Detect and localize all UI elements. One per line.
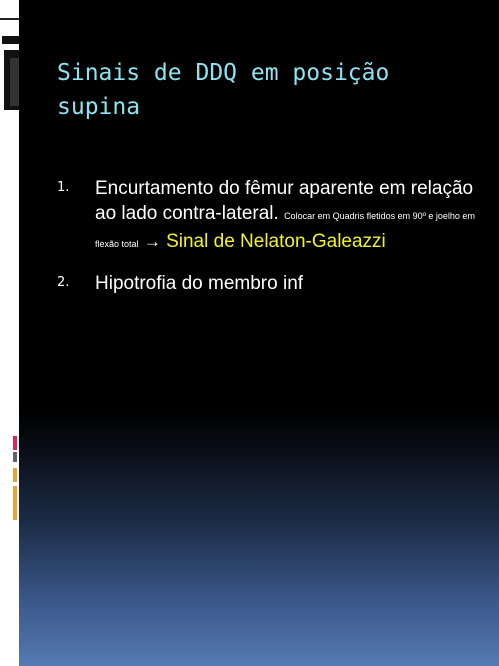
accent-bar-gray [13, 452, 17, 462]
item-number: 2. [57, 275, 70, 290]
left-margin [0, 0, 19, 666]
item-number: 1. [57, 180, 70, 195]
item-main-text: Hipotrofia do membro inf [95, 273, 304, 294]
list-item [57, 271, 477, 296]
slide [19, 0, 499, 666]
accent-bar-orange-2 [13, 486, 17, 520]
list-item [57, 176, 477, 257]
bullet-list [57, 176, 477, 310]
item-small-text: Colocar em Quadris fletidos em 90º e joelho em flexão total [95, 211, 475, 249]
slide-title: Sinais de DDQ em posição supina [57, 60, 390, 120]
accent-bar-orange [13, 468, 17, 482]
decorative-ticks [0, 18, 19, 128]
arrow-right-icon: → [143, 232, 161, 251]
item-highlight-text: Sinal de Nelaton-Galeazzi [166, 231, 386, 252]
item-text [95, 271, 477, 296]
item-text [95, 176, 477, 257]
accent-bar-red [13, 436, 17, 450]
item-main-text: Encurtamento do fêmur aparente em relação ao lado contra-lateral. [95, 178, 474, 224]
